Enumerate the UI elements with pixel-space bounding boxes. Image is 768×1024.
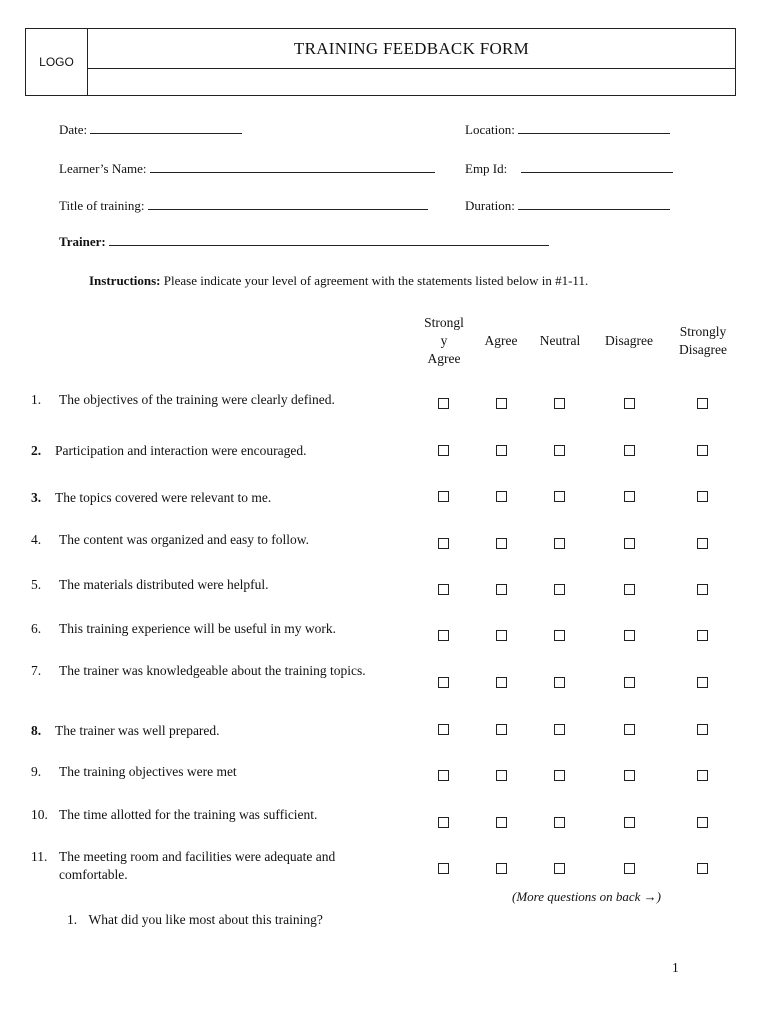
checkbox-strongly-disagree[interactable] [697, 724, 708, 735]
training-title-line[interactable] [148, 198, 428, 210]
checkbox-neutral[interactable] [554, 491, 565, 502]
checkbox-agree[interactable] [496, 538, 507, 549]
col-strongly-agree-line2: y [440, 333, 448, 348]
checkbox-strongly-agree[interactable] [438, 863, 449, 874]
col-neutral: Neutral [539, 333, 581, 348]
instructions-text: Please indicate your level of agreement with the statements listed below in #1-11. [160, 273, 589, 288]
open-question-text: What did you like most about this training? [88, 912, 323, 927]
instructions-label: Instructions: [89, 273, 161, 288]
emp-id-field[interactable] [465, 161, 673, 177]
training-title-field[interactable] [59, 198, 428, 214]
checkbox-strongly-agree[interactable] [438, 491, 449, 502]
checkbox-neutral[interactable] [554, 445, 565, 456]
checkbox-disagree[interactable] [624, 770, 635, 781]
checkbox-strongly-agree[interactable] [438, 538, 449, 549]
checkbox-agree[interactable] [496, 491, 507, 502]
checkbox-strongly-disagree[interactable] [697, 584, 708, 595]
checkbox-agree[interactable] [496, 630, 507, 641]
question-text: The training objectives were met [59, 764, 237, 779]
learner-name-field[interactable] [59, 161, 435, 177]
more-questions-note [512, 889, 661, 905]
more-questions-text: (More questions on back →) [512, 889, 661, 904]
instructions [89, 273, 588, 289]
checkbox-disagree[interactable] [624, 445, 635, 456]
question-text: The time allotted for the training was sufficient. [59, 807, 318, 822]
checkbox-agree[interactable] [496, 817, 507, 828]
question-text: The trainer was knowledgeable about the training topics. [59, 663, 366, 678]
question-number: 10. [31, 807, 48, 822]
duration-label: Duration: [465, 198, 515, 213]
form-header [25, 28, 736, 96]
question-number: 5. [31, 577, 42, 592]
checkbox-strongly-disagree[interactable] [697, 538, 708, 549]
form-title: TRAINING FEEDBACK FORM [88, 29, 735, 69]
question-number: 9. [31, 764, 42, 779]
date-line[interactable] [90, 122, 242, 134]
checkbox-agree[interactable] [496, 584, 507, 595]
question-text: The meeting room and facilities were adequate and comfortable. [59, 849, 336, 882]
checkbox-disagree[interactable] [624, 863, 635, 874]
question-number: 4. [31, 532, 42, 547]
checkbox-strongly-disagree[interactable] [697, 770, 708, 781]
duration-field[interactable] [465, 198, 670, 214]
emp-id-line[interactable] [521, 161, 673, 173]
col-strongly-disagree [670, 323, 736, 359]
checkbox-neutral[interactable] [554, 630, 565, 641]
checkbox-strongly-disagree[interactable] [697, 398, 708, 409]
question-text: The objectives of the training were clearly defined. [59, 392, 335, 407]
checkbox-strongly-agree[interactable] [438, 724, 449, 735]
checkbox-neutral[interactable] [554, 770, 565, 781]
col-disagree: Disagree [605, 333, 653, 348]
checkbox-neutral[interactable] [554, 398, 565, 409]
question-number: 6. [31, 621, 42, 636]
question-text: The materials distributed were helpful. [59, 577, 269, 592]
checkbox-strongly-agree[interactable] [438, 584, 449, 595]
checkbox-disagree[interactable] [624, 584, 635, 595]
checkbox-agree[interactable] [496, 677, 507, 688]
checkbox-disagree[interactable] [624, 630, 635, 641]
checkbox-disagree[interactable] [624, 538, 635, 549]
checkbox-strongly-disagree[interactable] [697, 863, 708, 874]
col-strongly-disagree-line1: Strongly [679, 324, 727, 339]
logo-placeholder: LOGO [26, 29, 88, 95]
emp-id-label: Emp Id: [465, 161, 508, 176]
col-strongly-agree-line1: Strongl [424, 315, 464, 330]
checkbox-strongly-agree[interactable] [438, 630, 449, 641]
date-field[interactable] [59, 122, 242, 138]
checkbox-strongly-agree[interactable] [438, 817, 449, 828]
checkbox-agree[interactable] [496, 398, 507, 409]
checkbox-neutral[interactable] [554, 584, 565, 595]
checkbox-strongly-disagree[interactable] [697, 630, 708, 641]
location-line[interactable] [518, 122, 670, 134]
checkbox-disagree[interactable] [624, 398, 635, 409]
checkbox-disagree[interactable] [624, 817, 635, 828]
checkbox-strongly-agree[interactable] [438, 398, 449, 409]
checkbox-strongly-agree[interactable] [438, 677, 449, 688]
question-text: The topics covered were relevant to me. [55, 490, 272, 505]
learner-name-label: Learner’s Name: [59, 161, 147, 176]
question-text: The content was organized and easy to follow. [59, 532, 310, 547]
checkbox-disagree[interactable] [624, 677, 635, 688]
question-number: 2. [31, 443, 42, 458]
checkbox-agree[interactable] [496, 770, 507, 781]
checkbox-agree[interactable] [496, 863, 507, 874]
open-question [67, 912, 323, 928]
checkbox-neutral[interactable] [554, 724, 565, 735]
col-agree: Agree [484, 333, 518, 348]
duration-line[interactable] [518, 198, 670, 210]
col-strongly-agree [414, 314, 474, 368]
training-title-label: Title of training: [59, 198, 145, 213]
question-number: 11. [31, 849, 48, 864]
checkbox-strongly-agree[interactable] [438, 770, 449, 781]
checkbox-strongly-disagree[interactable] [697, 677, 708, 688]
location-label: Location: [465, 122, 515, 137]
trainer-line[interactable] [109, 234, 549, 246]
question-text: The trainer was well prepared. [55, 723, 220, 738]
learner-name-line[interactable] [150, 161, 435, 173]
question-number: 8. [31, 723, 42, 738]
col-strongly-disagree-line2: Disagree [679, 342, 727, 357]
question-text: This training experience will be useful in my work. [59, 621, 337, 636]
question-number: 7. [31, 663, 42, 678]
checkbox-neutral[interactable] [554, 817, 565, 828]
open-question-number: 1. [67, 912, 78, 927]
question-number: 3. [31, 490, 42, 505]
trainer-label: Trainer: [59, 234, 106, 249]
checkbox-strongly-agree[interactable] [438, 445, 449, 456]
checkbox-neutral[interactable] [554, 677, 565, 688]
checkbox-neutral[interactable] [554, 863, 565, 874]
checkbox-neutral[interactable] [554, 538, 565, 549]
checkbox-agree[interactable] [496, 445, 507, 456]
page-number: 1 [672, 960, 679, 975]
checkbox-strongly-disagree[interactable] [697, 817, 708, 828]
checkbox-disagree[interactable] [624, 724, 635, 735]
checkbox-agree[interactable] [496, 724, 507, 735]
checkbox-strongly-disagree[interactable] [697, 445, 708, 456]
question-number: 1. [31, 392, 42, 407]
question-text: Participation and interaction were encouraged. [55, 443, 307, 458]
checkbox-strongly-disagree[interactable] [697, 491, 708, 502]
trainer-field[interactable] [59, 234, 549, 250]
col-strongly-agree-line3: Agree [427, 351, 461, 366]
checkbox-disagree[interactable] [624, 491, 635, 502]
date-label: Date: [59, 122, 88, 137]
location-field[interactable] [465, 122, 670, 138]
